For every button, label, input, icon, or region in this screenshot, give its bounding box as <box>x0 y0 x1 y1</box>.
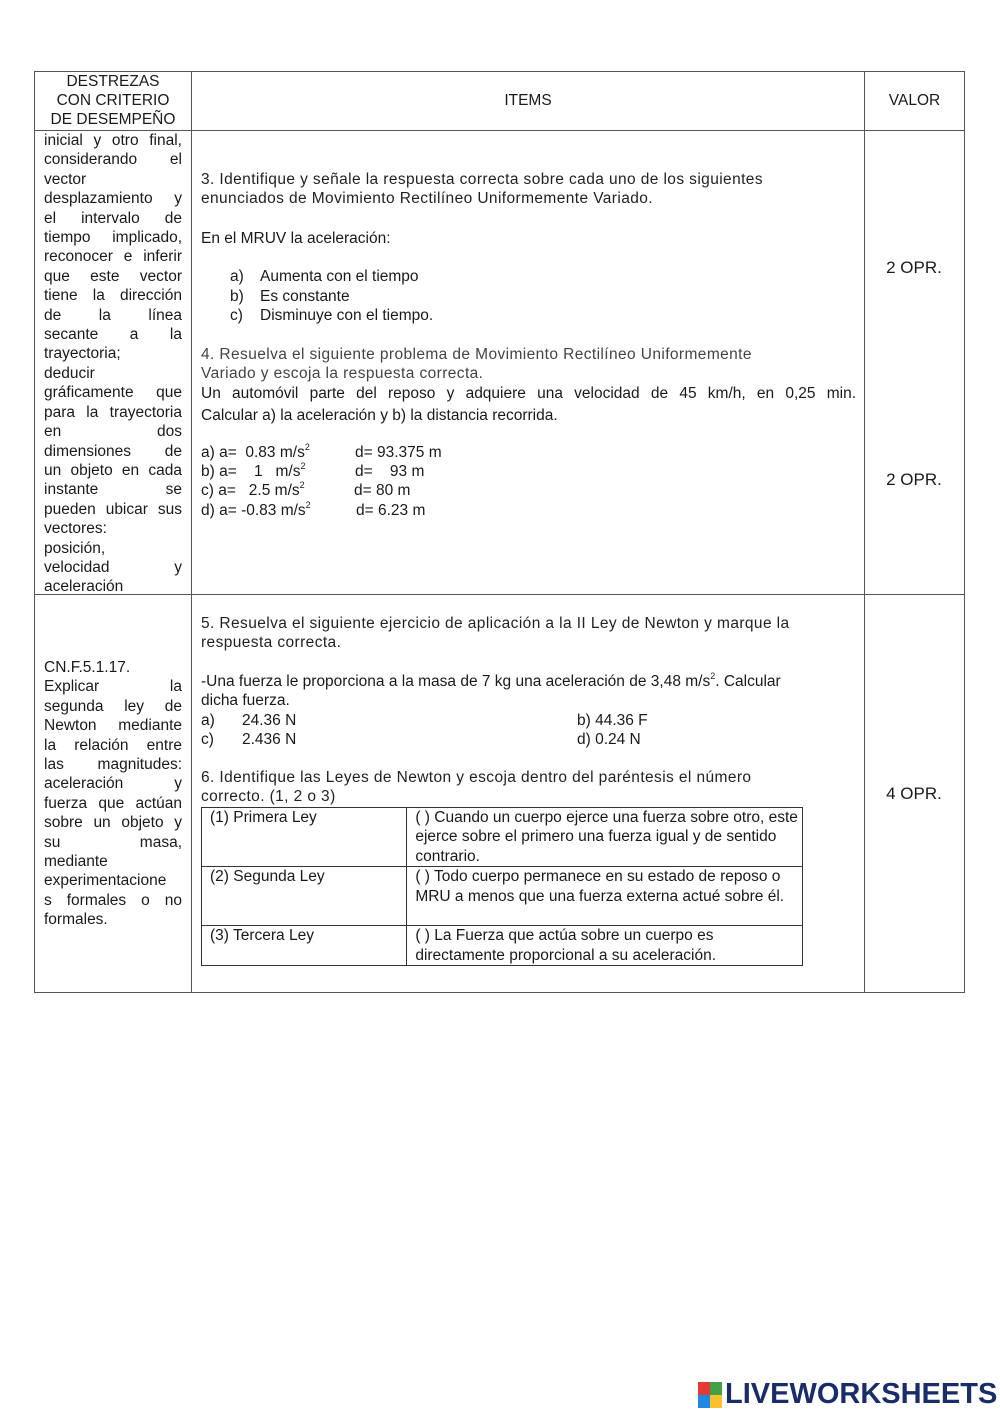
header-skills: DESTREZAS CON CRITERIO DE DESEMPEÑO <box>50 73 176 128</box>
option-b[interactable]: b) a= 1 $m/s^2$ d= 93 m <box>201 461 425 481</box>
option-a[interactable]: a) <box>201 711 215 729</box>
law-statement[interactable]: ( ) La Fuerza que actúa sobre un cuerpo es directamente proporcional a su aceleración. <box>407 926 803 966</box>
option-d[interactable]: d) a= -0.83 $m/s^2$ d= 6.23 m <box>201 499 426 519</box>
question-5: 5. Resuelva el siguiente ejercicio de aplicación a la II Ley de Newton y marque la respuesta correcta. -Una fuerza le proporciona a la masa de 7 kg una aceleración de 3,48 $m/s^2$. Calcular dicha fuerza. a) 24.36 N b) 44.36 F c) 2.436 N d) 0.24 N <box>201 614 861 749</box>
law-statement[interactable]: ( ) Cuando un cuerpo ejerce una fuerza sobre otro, este ejerce sobre el primero una fuerza igual y de sentido contrario. <box>407 808 803 867</box>
brand-logo-icon <box>698 1382 722 1408</box>
newton-laws-table <box>201 807 803 966</box>
option-b[interactable]: b) Es constante <box>230 287 350 305</box>
question-3-text: 3. Identifique y señale la respuesta correcta sobre cada uno de los siguientes <box>201 171 763 188</box>
table-border-bottom <box>34 992 965 993</box>
row2-skill-text: CN.F.5.1.17. Explicar la segunda ley de Newton mediante la relación entre las magnitudes: aceleración y fuerza que actúan sobre un objeto y su masa, mediante experimentacione s formales o no formales. <box>44 659 182 929</box>
row1-skill-text: inicial y otro final, considerando el vector desplazamiento y el intervalo de tiempo implicado, reconocer e inferir que este vector tiene la dirección de la línea secante a la trayectoria; deducir gráficamente que para la trayectoria en dos dimensiones de un objeto en cada instante se pueden ubicar sus vectores: posición, velocidad y aceleración <box>44 132 182 596</box>
table-row <box>202 926 803 966</box>
col-divider-1 <box>191 71 192 993</box>
liveworksheets-logo <box>698 1378 997 1411</box>
worksheet-table <box>34 71 965 993</box>
table-border-right <box>964 71 965 993</box>
question-4-value: 2 OPR. <box>886 470 942 489</box>
table-row <box>202 808 803 867</box>
option-row-2: c) 2.436 N d) 0.24 N <box>201 731 641 749</box>
law-statement[interactable]: ( ) Todo cuerpo permanece en su estado de reposo o MRU a menos que una fuerza externa actué sobre él. <box>407 867 803 926</box>
brand-square-blue <box>698 1395 710 1408</box>
table-row <box>202 867 803 926</box>
option-c[interactable]: c) a= 2.5 $m/s^2$ d= 80 m <box>201 480 411 500</box>
brand-name: LIVEWORKSHEETS <box>725 1378 998 1410</box>
law-name: (3) Tercera Ley <box>202 926 407 966</box>
table-border-left <box>34 71 35 993</box>
option-a[interactable]: a) Aumenta con el tiempo <box>230 268 419 286</box>
question-3-prompt: En el MRUV la aceleración: <box>201 229 391 247</box>
question-4: 4. Resuelva el siguiente problema de Movimiento Rectilíneo Uniformemente Variado y escoja la respuesta correcta. Un automóvil parte del reposo y adquiere una velocidad de 45 km/h, en 0,25 min. Calcular a) la aceleración y b) la distancia recorrida. a) a= 0.83 $m/s^2$ d= 93.375 m b) a= 1 $m/s^2$ d= 93 m c) a= 2.5 $m/s^2$ d= 80 m d) a= -0.83 $m/s^2$ d= 6.23 m <box>201 346 856 519</box>
brand-square-green <box>710 1382 722 1395</box>
header-items: ITEMS <box>504 92 552 109</box>
question-3: 3. Identifique y señale la respuesta correcta sobre cada uno de los siguientes enunciados de Movimiento Rectilíneo Uniformemente Variado. En el MRUV la aceleración: a) Aumenta con el tiempo b) Es constante c) Disminuye con el tiempo. <box>201 170 861 325</box>
law-name: (1) Primera Ley <box>202 808 407 867</box>
option-d[interactable]: d) 0.24 N <box>577 731 641 749</box>
option-c[interactable]: c) <box>201 731 214 749</box>
option-a[interactable]: a) a= 0.83 $m/s^2$ d= 93.375 m <box>201 441 442 461</box>
question-5-text: 5. Resuelva el siguiente ejercicio de aplicación a la II Ley de Newton y marque la <box>201 615 790 632</box>
law-name: (2) Segunda Ley <box>202 867 407 926</box>
col-divider-2 <box>864 71 865 993</box>
header-value: VALOR <box>888 92 941 109</box>
brand-square-yellow <box>710 1395 722 1408</box>
option-c[interactable]: c) Disminuye con el tiempo. <box>230 307 434 325</box>
option-row-1: a) 24.36 N b) 44.36 F <box>201 711 648 729</box>
question-4-text: 4. Resuelva el siguiente problema de Movimiento Rectilíneo Uniformemente <box>201 346 752 363</box>
row2-value: 4 OPR. <box>886 784 942 803</box>
option-b[interactable]: b) 44.36 F <box>577 711 648 729</box>
brand-square-red <box>698 1382 710 1395</box>
question-6-text: 6. Identifique las Leyes de Newton y escoja dentro del paréntesis el número <box>201 769 752 786</box>
question-6: 6. Identifique las Leyes de Newton y escoja dentro del paréntesis el número correcto. (1, 2 o 3) <box>201 768 861 807</box>
question-3-value: 2 OPR. <box>886 258 942 277</box>
